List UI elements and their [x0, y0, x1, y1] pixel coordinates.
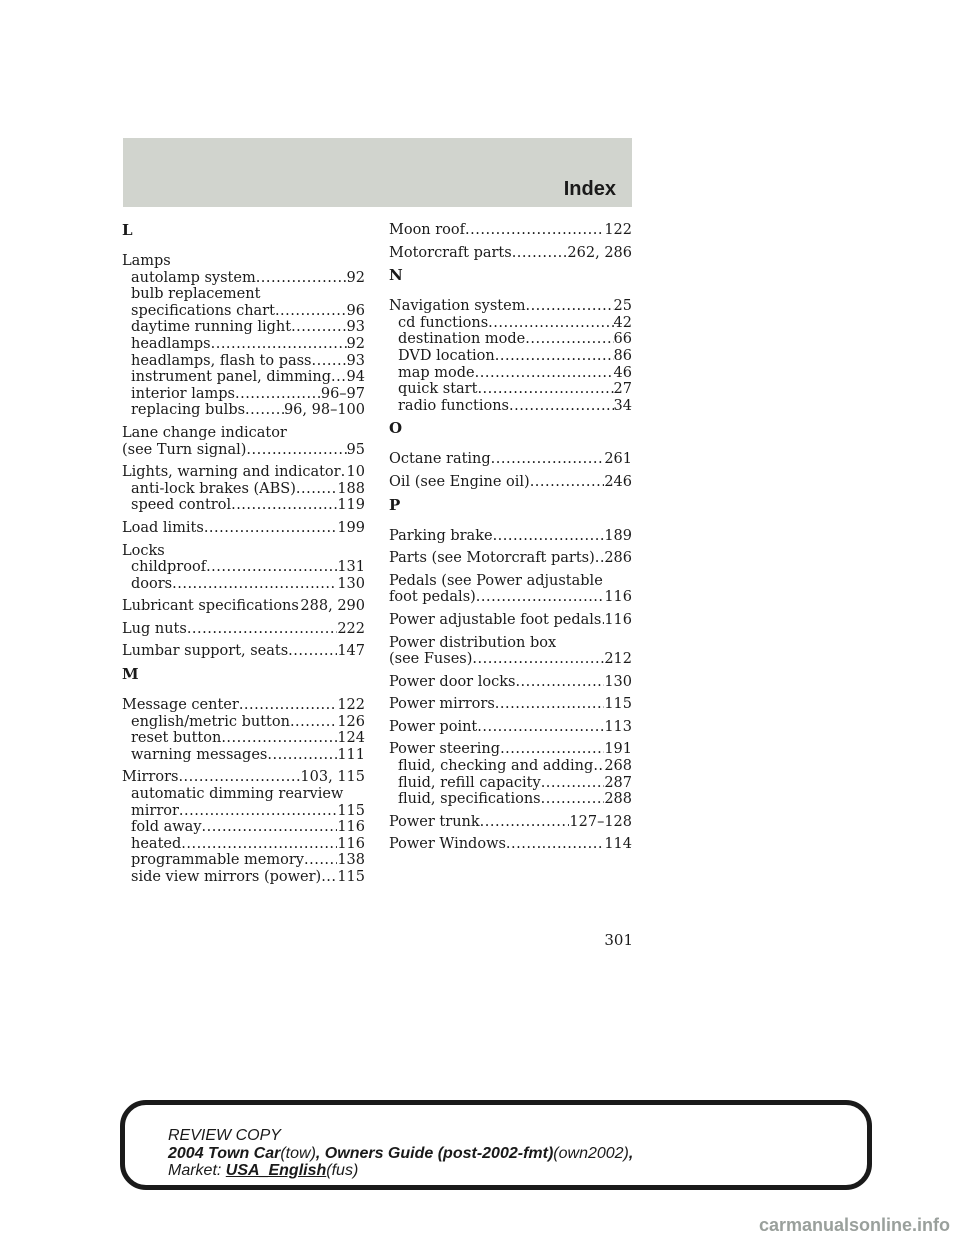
entry-page-ref: 116 [604, 611, 632, 628]
index-entry [389, 814, 632, 831]
entry-page-ref: 116 [604, 589, 632, 606]
entry-page-ref: 130 [337, 575, 365, 592]
entry-text: reset button [131, 730, 222, 747]
entry-text: side view mirrors (power) [131, 869, 322, 885]
entry-text: replacing bulbs [131, 402, 246, 419]
dot-leader [515, 674, 604, 691]
entry-page-ref: 115 [337, 869, 365, 885]
index-subentry [122, 481, 365, 498]
entry-text: Lamps [122, 253, 171, 269]
entry-text: Power trunk [389, 813, 480, 830]
entry-page-ref: 103, 115 [300, 769, 365, 786]
entry-text: childproof [131, 559, 207, 576]
entry-text: daytime running light [131, 319, 292, 336]
index-subentry [122, 747, 365, 764]
index-subentry [122, 286, 365, 303]
index-entry-line [122, 621, 365, 638]
entry-text: Motorcraft parts [389, 244, 512, 261]
entry-page-ref: 93 [346, 352, 365, 369]
review-copy-label: REVIEW COPY [168, 1127, 281, 1144]
index-subentry [122, 497, 365, 514]
dot-leader [202, 819, 338, 836]
entry-text: Load limits [122, 519, 204, 536]
entry-page-ref: 288 [604, 791, 632, 808]
entry-page-ref: 27 [613, 381, 632, 398]
review-copy-text [168, 1127, 633, 1180]
index-subentry [122, 270, 365, 287]
index-entry-line [389, 550, 632, 567]
dot-leader [506, 836, 604, 853]
entry-text: radio functions [398, 397, 509, 414]
index-entry-line [389, 474, 632, 491]
entry-page-ref: 212 [604, 651, 632, 668]
entry-page-ref: 25 [613, 298, 632, 315]
index-entry-line [389, 741, 632, 758]
index-subentry [389, 758, 632, 775]
entry-text: Oil (see Engine oil) [389, 473, 530, 490]
entry-page-ref: 246 [604, 473, 632, 490]
dot-leader [476, 589, 605, 606]
index-entry [389, 298, 632, 414]
entry-page-ref: 96–97 [320, 385, 365, 402]
index-entry-line [389, 528, 632, 545]
entry-page-ref: 287 [604, 774, 632, 791]
entry-page-ref: 86 [613, 347, 632, 364]
entry-page-ref: 94 [346, 369, 365, 386]
index-entry [389, 222, 632, 239]
entry-text: specifications chart [131, 302, 275, 319]
entry-page-ref: 286 [604, 550, 632, 567]
index-subentry [122, 803, 365, 820]
index-entry [122, 697, 365, 763]
index-entry-line [389, 573, 632, 590]
entry-text: quick start [398, 381, 478, 398]
index-entry [389, 245, 632, 262]
entry-page-ref: 93 [346, 319, 365, 336]
entry-page-ref: 116 [337, 835, 365, 852]
entry-text: Pedals (see Power adjustable [389, 572, 603, 589]
index-entry-line [122, 253, 365, 270]
index-subentry [389, 348, 632, 365]
index-subentry [122, 852, 365, 869]
index-entry [389, 635, 632, 668]
index-entry [122, 425, 365, 458]
dot-leader [595, 550, 605, 567]
entry-text: interior lamps [131, 385, 235, 402]
entry-page-ref: 122 [337, 697, 365, 714]
index-column-left [122, 222, 365, 892]
dot-leader [493, 528, 605, 545]
entry-text: Navigation system [389, 298, 526, 315]
index-entry [389, 612, 632, 629]
dot-leader [512, 245, 568, 262]
index-entry [389, 528, 632, 545]
document-info-line [168, 1145, 633, 1163]
index-subentry [122, 353, 365, 370]
index-entry-line [389, 836, 632, 853]
index-entry [389, 741, 632, 807]
dot-leader [312, 353, 347, 370]
dot-leader [472, 651, 604, 668]
dot-leader [321, 869, 337, 886]
dot-leader [477, 719, 604, 736]
entry-text: fold away [131, 819, 202, 836]
index-entry [389, 451, 632, 468]
index-entry [389, 550, 632, 567]
index-entry-line [389, 674, 632, 691]
index-entry-line [389, 222, 632, 239]
index-subentry [122, 386, 365, 403]
dot-leader [525, 298, 613, 315]
index-subentry [122, 714, 365, 731]
entry-text: headlamps, flash to pass [131, 352, 312, 369]
entry-page-ref: 222 [337, 620, 365, 637]
entry-text: warning messages [131, 746, 268, 763]
entry-page-ref: 138 [337, 852, 365, 869]
index-entry-line [389, 298, 632, 315]
entry-text: Lug nuts [122, 620, 187, 637]
index-entry [122, 643, 365, 660]
section-title: Index [563, 178, 616, 200]
entry-page-ref: 92 [346, 335, 365, 352]
watermark: carmanualsonline.info [758, 1215, 950, 1235]
dot-leader [541, 791, 605, 808]
index-entry-line [122, 425, 365, 442]
index-entry-line [389, 245, 632, 262]
index-subentry [389, 381, 632, 398]
entry-page-ref: 131 [337, 559, 365, 576]
index-entry [389, 696, 632, 713]
entry-page-ref: 114 [604, 836, 632, 853]
entry-text: map mode [398, 364, 475, 381]
entry-text: Message center [122, 697, 239, 714]
entry-page-ref: 96 [346, 302, 365, 319]
dot-leader [530, 474, 605, 491]
entry-text: (see Fuses) [389, 651, 473, 668]
dot-leader [541, 775, 605, 792]
index-subentry [122, 786, 365, 803]
entry-page-ref: 127–128 [569, 813, 632, 830]
entry-text: programmable memory [131, 852, 304, 869]
index-subentry [122, 369, 365, 386]
dot-leader [231, 497, 337, 514]
dot-leader [495, 696, 605, 713]
separator-1: , [315, 1144, 325, 1162]
index-letter-heading: N [389, 266, 403, 285]
entry-text: Mirrors [122, 769, 179, 786]
index-entry [122, 621, 365, 638]
dot-leader [211, 336, 347, 353]
entry-text: Parking brake [389, 527, 493, 544]
entry-text: headlamps [131, 335, 211, 352]
entry-page-ref: 115 [337, 802, 365, 819]
index-entry [122, 520, 365, 537]
entry-page-ref: 130 [604, 673, 632, 690]
dot-leader [288, 643, 337, 660]
model-name: 2004 Town Car [168, 1144, 281, 1162]
index-entry-line [389, 719, 632, 736]
dot-leader [593, 758, 604, 775]
index-subentry [122, 869, 365, 886]
index-entry [122, 769, 365, 885]
index-entry [389, 719, 632, 736]
entry-page-ref: 124 [337, 730, 365, 747]
index-entry-line [389, 635, 632, 652]
index-entry-line [122, 643, 365, 660]
index-subentry [122, 303, 365, 320]
index-subentry [122, 402, 365, 419]
entry-page-ref: 66 [613, 331, 632, 348]
index-subentry [389, 775, 632, 792]
index-entry-line [122, 769, 365, 786]
index-entry [122, 464, 365, 514]
dot-leader [239, 697, 338, 714]
entry-page-ref: 116 [337, 819, 365, 836]
entry-text: Power adjustable foot pedals [389, 611, 602, 628]
entry-text: (see Turn signal) [122, 441, 247, 458]
dot-leader [525, 331, 613, 348]
index-letter-heading: M [122, 665, 139, 684]
index-subentry [389, 365, 632, 382]
entry-page-ref: 147 [337, 643, 365, 660]
entry-page-ref: 96, 98–100 [283, 402, 365, 419]
page-number: 301 [604, 931, 633, 949]
entry-text: fluid, checking and adding [398, 758, 594, 775]
dot-leader [221, 730, 337, 747]
index-entry [389, 836, 632, 853]
entry-text: Power mirrors [389, 696, 495, 713]
entry-text: Lumbar support, seats [122, 643, 289, 660]
entry-text: automatic dimming rearview [131, 786, 344, 803]
entry-text: mirror [131, 802, 179, 819]
dot-leader [172, 576, 337, 593]
entry-text: fluid, refill capacity [398, 774, 541, 791]
entry-page-ref: 113 [604, 718, 632, 735]
entry-page-ref: 10 [346, 464, 365, 481]
index-entry-line [389, 696, 632, 713]
dot-leader [204, 520, 337, 537]
entry-text: Parts (see Motorcraft parts) [389, 550, 595, 567]
entry-page-ref: 46 [613, 364, 632, 381]
index-entry-line [122, 464, 365, 481]
index-entry [122, 543, 365, 593]
dot-leader [235, 386, 321, 403]
index-letter-heading: O [389, 419, 403, 438]
index-subentry [122, 819, 365, 836]
index-entry [389, 674, 632, 691]
entry-page-ref: 268 [604, 758, 632, 775]
entry-text: Lane change indicator [122, 424, 287, 441]
entry-page-ref: 119 [337, 497, 365, 514]
entry-page-ref: 189 [604, 527, 632, 544]
dot-leader [206, 559, 337, 576]
dot-leader [296, 481, 337, 498]
index-entry [122, 598, 365, 615]
index-entry-line [122, 697, 365, 714]
entry-page-ref: 188 [337, 480, 365, 497]
entry-text: DVD location [398, 347, 495, 364]
entry-page-ref: 34 [613, 397, 632, 414]
index-entry [389, 573, 632, 606]
index-entry-line [389, 612, 632, 629]
index-entry-line [389, 589, 632, 606]
entry-text: fluid, specifications [398, 791, 541, 808]
entry-text: autolamp system [131, 269, 256, 286]
entry-text: heated [131, 835, 182, 852]
entry-text: cd functions [398, 314, 489, 331]
entry-page-ref: 122 [604, 222, 632, 238]
dot-leader [480, 814, 570, 831]
index-subentry [389, 331, 632, 348]
entry-page-ref: 126 [337, 713, 365, 730]
index-entry [389, 474, 632, 491]
entry-page-ref: 261 [604, 451, 632, 468]
guide-code: (own2002) [553, 1144, 629, 1162]
entry-text: Power Windows [389, 836, 506, 853]
entry-page-ref: 42 [613, 314, 632, 331]
index-subentry [122, 836, 365, 853]
entry-text: bulb replacement [131, 286, 261, 303]
dot-leader [509, 398, 614, 415]
index-column-right [389, 222, 632, 859]
separator-2: , [628, 1144, 634, 1162]
entry-page-ref: 111 [337, 746, 365, 763]
entry-text: Power distribution box [389, 634, 557, 651]
entry-page-ref: 262, 286 [567, 244, 632, 261]
dot-leader [495, 348, 614, 365]
dot-leader [491, 451, 605, 468]
market-code: (fus) [326, 1162, 359, 1179]
dot-leader [500, 741, 604, 758]
review-copy-box [120, 1100, 872, 1190]
dot-leader [256, 270, 347, 287]
dot-leader [178, 769, 300, 786]
entry-page-ref: 288, 290 [300, 598, 365, 615]
entry-text: Power point [389, 718, 478, 735]
index-subentry [389, 791, 632, 808]
market-value: USA_English [225, 1162, 327, 1179]
index-subentry [122, 559, 365, 576]
entry-text: Moon roof [389, 222, 466, 238]
entry-page-ref: 199 [337, 519, 365, 536]
dot-leader [477, 381, 613, 398]
entry-text: destination mode [398, 331, 526, 348]
index-subentry [122, 730, 365, 747]
index-entry-line [389, 651, 632, 668]
entry-text: foot pedals) [389, 589, 476, 606]
dot-leader [267, 747, 337, 764]
dot-leader [475, 365, 614, 382]
entry-page-ref: 191 [604, 741, 632, 758]
index-subentry [122, 576, 365, 593]
dot-leader [245, 402, 284, 419]
section-header-band [123, 138, 632, 207]
dot-leader [291, 319, 346, 336]
entry-text: Power steering [389, 741, 501, 758]
entry-text: instrument panel, dimming [131, 369, 331, 386]
index-entry-line [389, 814, 632, 831]
index-entry-line [122, 543, 365, 560]
entry-text: Lubricant specifications [122, 598, 299, 615]
index-letter-heading: P [389, 495, 401, 514]
index-subentry [389, 315, 632, 332]
index-entry-line [122, 520, 365, 537]
index-entry-line [389, 451, 632, 468]
dot-leader [465, 222, 604, 239]
market-line [168, 1162, 633, 1180]
index-entry-line [122, 598, 365, 615]
index-subentry [122, 319, 365, 336]
dot-leader [187, 621, 338, 638]
entry-page-ref: 95 [346, 441, 365, 458]
index-subentry [389, 398, 632, 415]
index-entry [122, 253, 365, 419]
dot-leader [179, 803, 337, 820]
entry-page-ref: 115 [604, 696, 632, 713]
dot-leader [181, 836, 337, 853]
entry-text: Locks [122, 542, 165, 559]
dot-leader [275, 303, 347, 320]
dot-leader [290, 714, 337, 731]
model-code: (tow) [280, 1144, 316, 1162]
entry-page-ref: 92 [346, 269, 365, 286]
entry-text: Lights, warning and indicator [122, 464, 341, 481]
entry-text: Power door locks [389, 673, 516, 690]
dot-leader [304, 852, 337, 869]
entry-text: doors [131, 575, 173, 592]
entry-text: anti-lock brakes (ABS) [131, 480, 296, 497]
entry-text: english/metric button [131, 713, 290, 730]
entry-text: speed control [131, 497, 232, 514]
guide-name: Owners Guide (post-2002-fmt) [324, 1144, 554, 1162]
index-entry-line [122, 442, 365, 459]
entry-text: Octane rating [389, 451, 491, 468]
dot-leader [331, 369, 347, 386]
dot-leader [246, 442, 346, 459]
dot-leader [488, 315, 613, 332]
market-label: Market: [168, 1162, 222, 1179]
index-letter-heading: L [122, 221, 133, 239]
index-subentry [122, 336, 365, 353]
